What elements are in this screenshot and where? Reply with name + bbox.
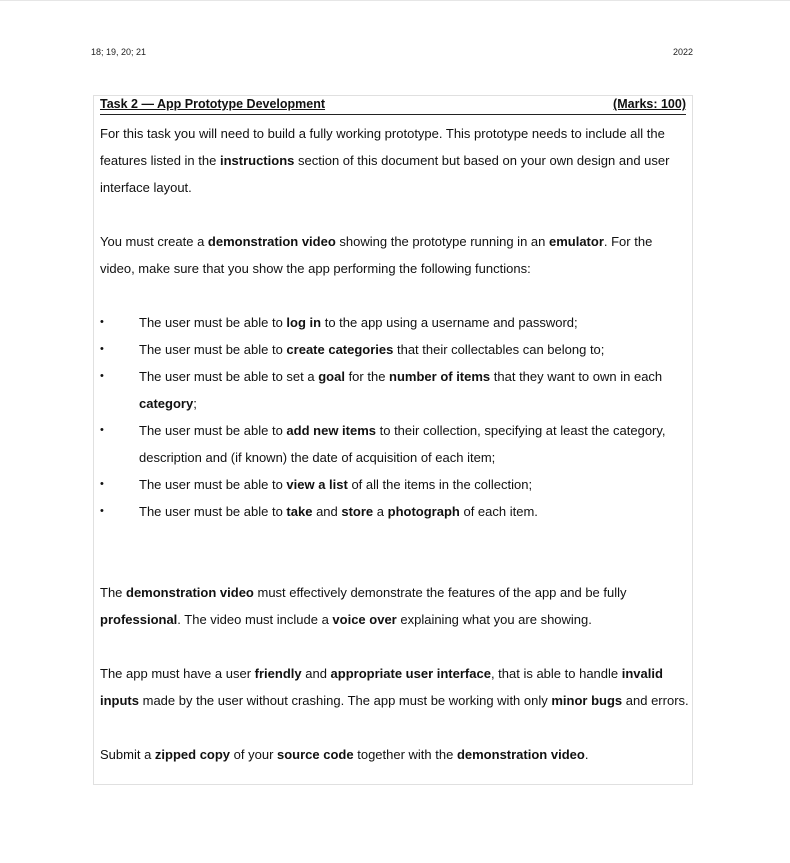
ui-text-5: and errors.: [622, 693, 689, 708]
list-text: a: [373, 504, 388, 519]
list-text: that they want to own in each: [490, 369, 663, 384]
list-text: for the: [344, 369, 390, 384]
video-intro-bold-2: emulator: [548, 234, 604, 249]
submit-bold-3: demonstration video: [456, 747, 585, 762]
page-top-edge: [0, 0, 790, 1]
demo-text-2: must effectively demonstrate the features of the app and be fully: [253, 585, 627, 600]
list-text: to the app using a username and password;: [321, 315, 578, 330]
task-title: Task 2 — App Prototype Development: [100, 97, 326, 111]
bullet-icon: •: [100, 370, 104, 382]
ui-bold-1: friendly: [254, 666, 302, 681]
header-left-text: 18; 19, 20; 21: [91, 47, 147, 57]
function-list: [100, 309, 690, 525]
ui-text-3: , that is able to handle: [490, 666, 622, 681]
list-bold: view a list: [286, 477, 348, 492]
list-bold: log in: [286, 315, 322, 330]
submit-bold-2: source code: [277, 747, 354, 762]
task-header: [100, 97, 686, 115]
list-bold: goal: [318, 369, 345, 384]
list-text: The user must be able to: [139, 423, 287, 438]
demo-bold-2: professional: [100, 612, 178, 627]
demo-text-1: The: [100, 585, 127, 600]
task-content: [100, 120, 690, 768]
ui-bold-2: appropriate user interface: [330, 666, 491, 681]
task-marks: (Marks: 100): [613, 97, 686, 111]
ui-paragraph: [100, 660, 690, 714]
list-item: [100, 336, 690, 363]
intro-bold-1: instructions: [219, 153, 295, 168]
list-text: The user must be able to: [139, 315, 287, 330]
list-bold: number of items: [389, 369, 491, 384]
list-bold: take: [286, 504, 313, 519]
video-intro-text-3: . For the video, make sure that you show the app performing the following functions:: [100, 234, 653, 276]
video-intro-text-2: showing the prototype running in an: [335, 234, 549, 249]
list-item: [100, 363, 690, 417]
list-text: The user must be able to: [139, 342, 287, 357]
list-text: and: [312, 504, 342, 519]
bullet-icon: •: [100, 478, 104, 490]
bullet-icon: •: [100, 424, 104, 436]
intro-text-2: section of this document but based on your own design and user interface layout.: [100, 153, 670, 195]
demo-bold-3: voice over: [332, 612, 397, 627]
demo-text-3: . The video must include a: [177, 612, 333, 627]
list-bold: photograph: [387, 504, 460, 519]
bullet-icon: •: [100, 343, 104, 355]
ui-text-1: The app must have a user: [100, 666, 255, 681]
submit-text-4: .: [584, 747, 589, 762]
list-text: The user must be able to set a: [139, 369, 319, 384]
list-text: ;: [193, 396, 197, 411]
list-text: to their collection, specifying at least the category, description and (if known) the date of acquisition of each item;: [139, 423, 666, 465]
list-item: [100, 498, 690, 525]
submit-text-1: Submit a: [100, 747, 155, 762]
list-bold: store: [341, 504, 374, 519]
intro-text-1: For this task you will need to build a fully working prototype. This prototype needs to include all the features listed in the: [100, 126, 665, 168]
list-item: [100, 417, 690, 471]
video-intro-text-1: You must create a: [100, 234, 208, 249]
submit-text-3: together with the: [353, 747, 457, 762]
submit-paragraph: [100, 741, 690, 768]
list-text: of each item.: [459, 504, 538, 519]
submit-text-2: of your: [230, 747, 278, 762]
list-text: of all the items in the collection;: [347, 477, 533, 492]
submit-bold-1: zipped copy: [154, 747, 231, 762]
demo-paragraph: [100, 579, 690, 633]
bullet-icon: •: [100, 505, 104, 517]
list-text: The user must be able to: [139, 504, 287, 519]
intro-paragraph: [100, 120, 690, 201]
ui-text-2: and: [301, 666, 331, 681]
bullet-icon: •: [100, 316, 104, 328]
video-intro-paragraph: [100, 228, 690, 282]
list-item: [100, 471, 690, 498]
video-intro-bold-1: demonstration video: [207, 234, 336, 249]
list-bold: create categories: [286, 342, 394, 357]
header-year: 2022: [672, 47, 693, 57]
list-bold: category: [139, 396, 194, 411]
ui-bold-3: invalid inputs: [100, 666, 663, 708]
list-text: that their collectables can belong to;: [393, 342, 605, 357]
ui-text-4: made by the user without crashing. The app must be working with only: [139, 693, 552, 708]
demo-bold-1: demonstration video: [126, 585, 254, 600]
list-text: The user must be able to: [139, 477, 287, 492]
list-bold: add new items: [286, 423, 376, 438]
demo-text-4: explaining what you are showing.: [396, 612, 592, 627]
list-item: [100, 309, 690, 336]
ui-bold-4: minor bugs: [551, 693, 623, 708]
